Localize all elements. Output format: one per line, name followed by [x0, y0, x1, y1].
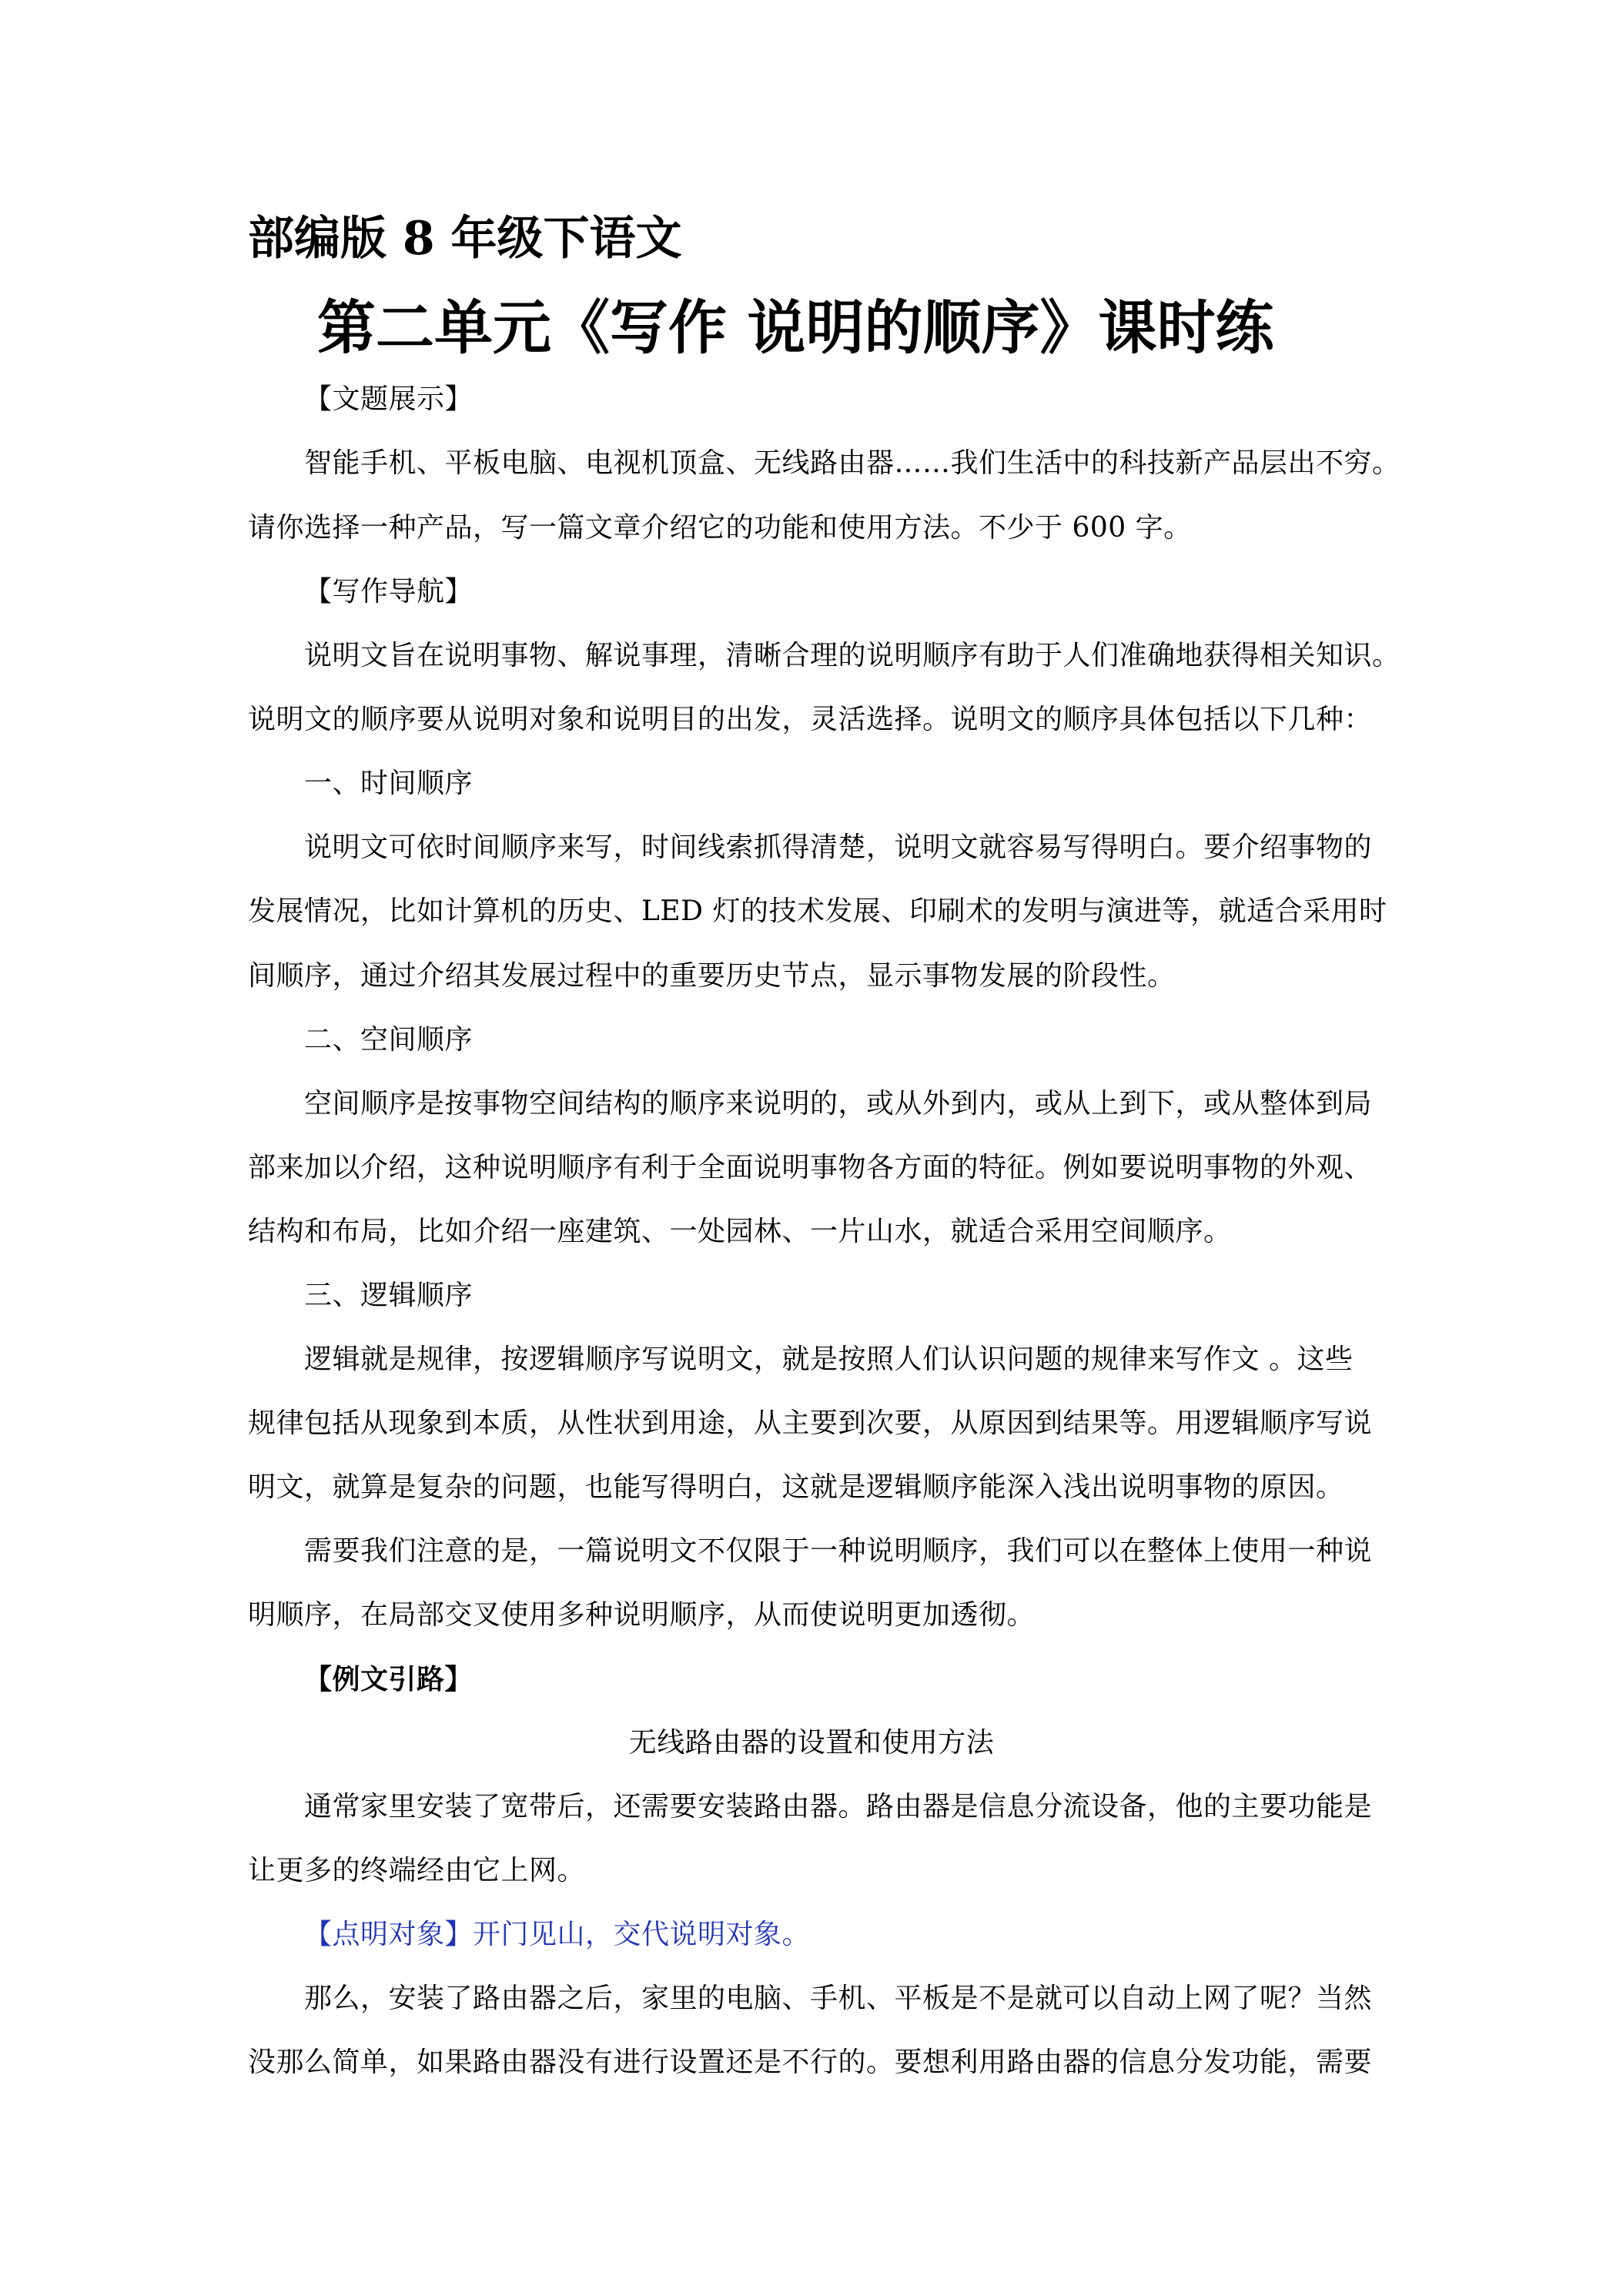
topic-line-1: 智能手机、平板电脑、电视机顶盒、无线路由器……我们生活中的科技新产品层出不穷。	[304, 447, 1400, 479]
comment-point-object: 【点明对象】开门见山，交代说明对象。	[304, 1919, 811, 1950]
note-line-1: 需要我们注意的是，一篇说明文不仅限于一种说明顺序，我们可以在整体上使用一种说	[304, 1535, 1373, 1567]
space-order-line-3: 结构和布局，比如介绍一座建筑、一处园林、一片山水，就适合采用空间顺序。	[248, 1216, 1232, 1247]
logic-order-heading: 三、逻辑顺序	[304, 1280, 474, 1311]
logic-order-line-2: 规律包括从现象到本质，从性状到用途，从主要到次要，从原因到结果等。用逻辑顺序写说	[248, 1407, 1373, 1439]
example-paragraph-2-line-2: 没那么简单，如果路由器没有进行设置还是不行的。要想利用路由器的信息分发功能，需要	[248, 2047, 1373, 2078]
space-order-heading: 二、空间顺序	[304, 1024, 474, 1056]
example-paragraph-1-line-2: 让更多的终端经由它上网。	[248, 1855, 586, 1886]
topic-label: 【文题展示】	[304, 383, 474, 415]
guide-line-2: 说明文的顺序要从说明对象和说明目的出发，灵活选择。说明文的顺序具体包括以下几种：	[248, 704, 1373, 735]
time-order-line-3: 间顺序，通过介绍其发展过程中的重要历史节点，显示事物发展的阶段性。	[248, 960, 1176, 992]
guide-label: 【写作导航】	[304, 576, 474, 607]
space-order-line-1: 空间顺序是按事物空间结构的顺序来说明的，或从外到内，或从上到下，或从整体到局	[304, 1088, 1373, 1120]
time-order-heading: 一、时间顺序	[304, 768, 474, 799]
example-title: 无线路由器的设置和使用方法	[628, 1727, 995, 1759]
space-order-line-2: 部来加以介绍，这种说明顺序有利于全面说明事物各方面的特征。例如要说明事物的外观、	[248, 1152, 1373, 1183]
topic-line-2: 请你选择一种产品，写一篇文章介绍它的功能和使用方法。不少于 600 字。	[248, 512, 1192, 544]
example-paragraph-1-line-1: 通常家里安装了宽带后，还需要安装路由器。路由器是信息分流设备，他的主要功能是	[304, 1791, 1373, 1822]
time-order-line-1: 说明文可依时间顺序来写，时间线索抓得清楚，说明文就容易写得明白。要介绍事物的	[304, 832, 1373, 863]
time-order-line-2: 发展情况，比如计算机的历史、LED 灯的技术发展、印刷术的发明与演进等，就适合采用时	[248, 895, 1387, 927]
logic-order-line-1: 逻辑就是规律，按逻辑顺序写说明文，就是按照人们认识问题的规律来写作文 。这些	[304, 1344, 1354, 1375]
document-subtitle: 第二单元《写作 说明的顺序》课时练	[317, 293, 1274, 362]
guide-line-1: 说明文旨在说明事物、解说事理，清晰合理的说明顺序有助于人们准确地获得相关知识。	[304, 640, 1400, 671]
note-line-2: 明顺序，在局部交叉使用多种说明顺序，从而使说明更加透彻。	[248, 1599, 1036, 1631]
logic-order-line-3: 明文，就算是复杂的问题，也能写得明白，这就是逻辑顺序能深入浅出说明事物的原因。	[248, 1471, 1344, 1503]
example-paragraph-2-line-1: 那么，安装了路由器之后，家里的电脑、手机、平板是不是就可以自动上网了呢？当然	[304, 1983, 1373, 2014]
document-title: 部编版 8 年级下语文	[248, 212, 682, 266]
example-label: 【例文引路】	[304, 1663, 474, 1695]
